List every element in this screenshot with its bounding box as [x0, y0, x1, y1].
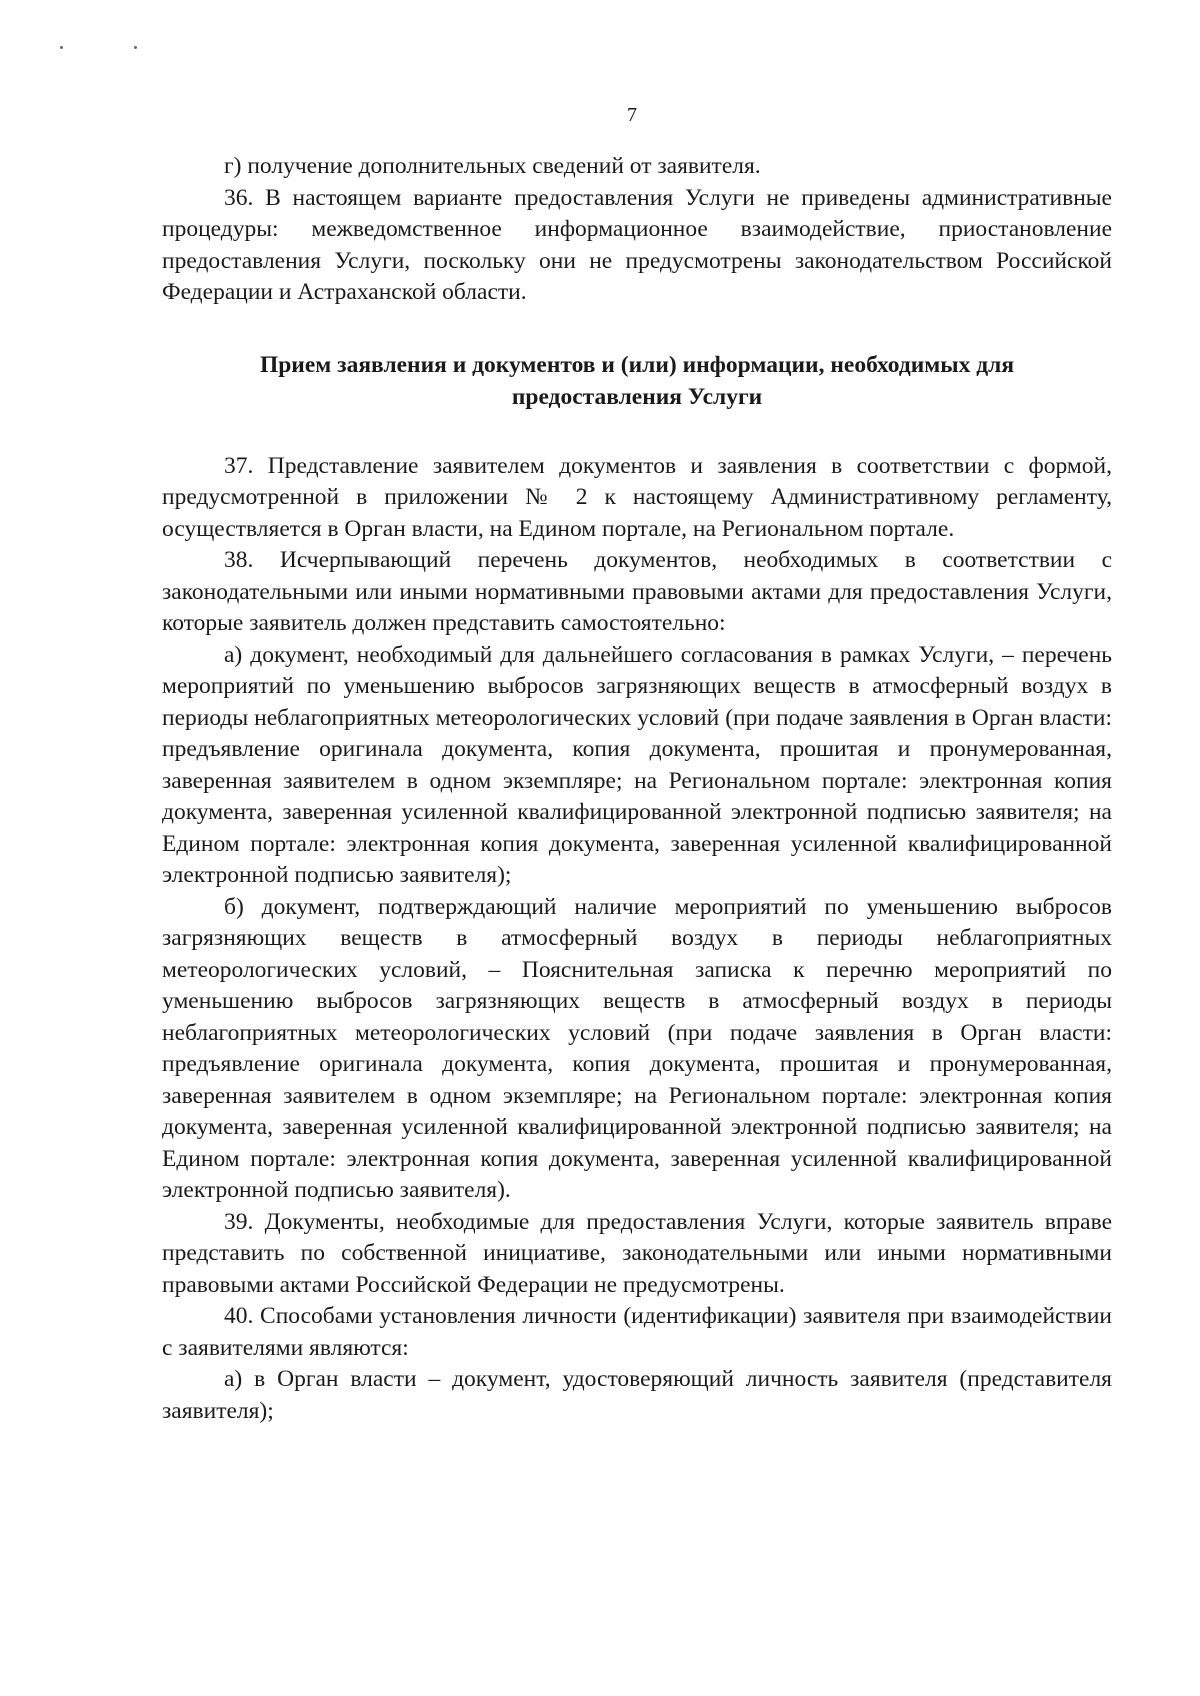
paragraph-38-item-b: б) документ, подтверждающий наличие мероприятий по уменьшению выбросов загрязняющих веществ в атмосферный воздух в периоды неблагоприятных метеорологических условий, – Пояснительная записка к перечню мероприятий по уменьшению выбросов загрязняющих веществ в атмосферный воздух в периоды неблагоприятных метеорологических условий (при подаче заявления в Орган власти: предъявление оригинала документа, копия документа, прошитая и пронумерованная, заверенная заявителем в одном экземпляре; на Региональном портале: электронная копия документа, заверенная усиленной квалифицированной электронной подписью заявителя; на Едином портале: электронная копия документа, заверенная усиленной квалифицированной электронной подписью заявителя). [162, 893, 1112, 1203]
paragraph-38-item-a: а) документ, необходимый для дальнейшего согласования в рамках Услуги, – перечень мероприятий по уменьшению выбросов загрязняющих веществ в атмосферный воздух в периоды неблагоприятных метеорологических условий (при подаче заявления в Орган власти: предъявление оригинала документа, копия документа, прошитая и пронумерованная, заверенная заявителем в одном экземпляре; на Региональном портале: электронная копия документа, заверенная усиленной квалифицированной электронной подписью заявителя; на Едином портале: электронная копия документа, заверенная усиленной квалифицированной электронной подписью заявителя); [162, 641, 1112, 888]
paragraph-38: 38. Исчерпывающий перечень документов, необходимых в соответствии с законодательными или иными нормативными правовыми актами для предоставления Услуги, которые заявитель должен представить самостоятельно: [162, 547, 1112, 636]
paragraph-37: 37. Представление заявителем документов и заявления в соответствии с формой, предусмотренной в приложении № 2 к настоящему Административному регламенту, осуществляется в Орган власти, на Едином портале, на Региональном портале. [162, 452, 1112, 542]
scan-speck-mark [134, 46, 137, 49]
section-heading: Прием заявления и документов и (или) информации, необходимых для предоставления Услуги [259, 351, 1015, 410]
paragraph-39: 39. Документы, необходимые для предоставления Услуги, которые заявитель вправе представить по собственной инициативе, законодательными или иными нормативными правовыми актами Российской Федерации не предусмотрены. [162, 1208, 1112, 1298]
scan-speck-mark [60, 46, 63, 49]
paragraph-40-item-a: а) в Орган власти – документ, удостоверяющий личность заявителя (представителя заявителя); [162, 1366, 1112, 1424]
paragraph-40: 40. Способами установления личности (идентификации) заявителя при взаимодействии с заявителями являются: [162, 1303, 1112, 1361]
paragraph-item-g: г) получение дополнительных сведений от заявителя. [224, 153, 761, 179]
page-number: 7 [627, 104, 637, 126]
document-body [162, 151, 1112, 1427]
paragraph-36: 36. В настоящем варианте предоставления Услуги не приведены административные процедуры: межведомственное информационное взаимодействие, приостановление предоставления Услуги, поскольку они не предусмотрены законодательством Российской Федерации и Астраханской области. [162, 184, 1112, 305]
